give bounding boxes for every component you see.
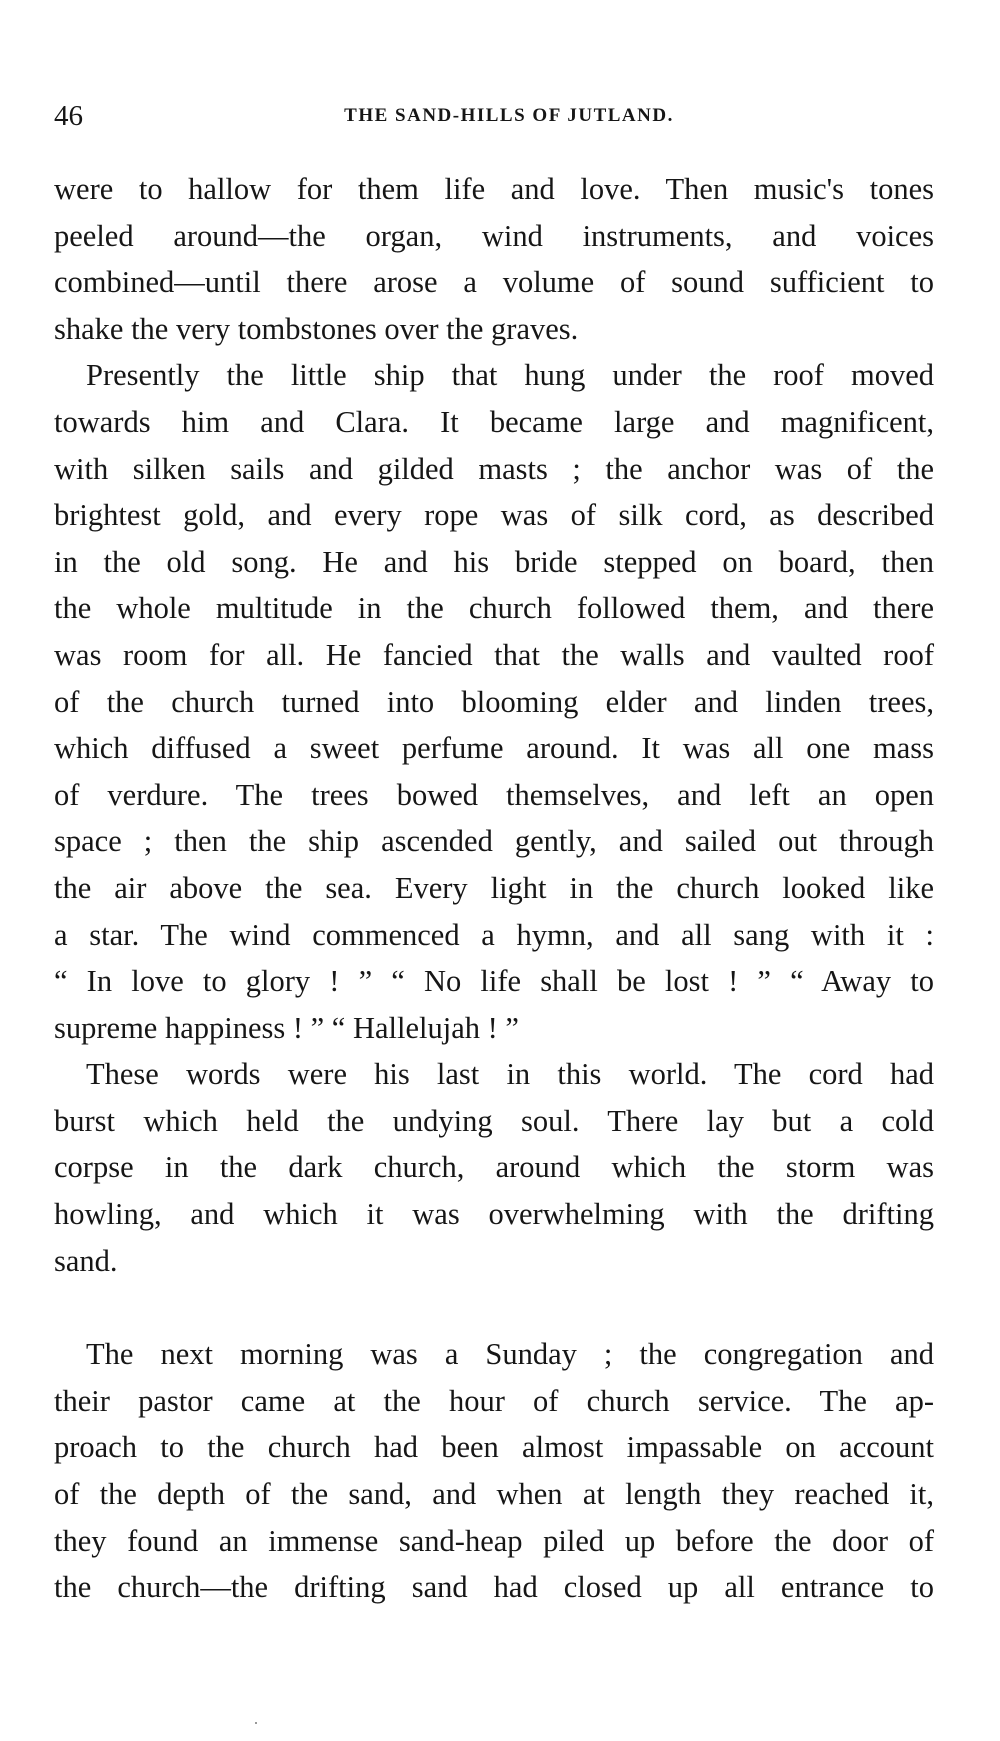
text-line: The next morning was a Sunday ; the congregation and xyxy=(86,1337,934,1372)
text-line: of verdure. The trees bowed themselves, and left an open xyxy=(54,777,934,812)
text-line: in the old song. He and his bride stepped on board, then xyxy=(54,544,934,579)
page-number: 46 xyxy=(54,100,83,132)
running-title: THE SAND-HILLS OF JUTLAND. xyxy=(344,105,674,126)
text-line: howling, and which it was overwhelming with the drifting xyxy=(54,1197,934,1232)
text-line: proach to the church had been almost impassable on account xyxy=(54,1430,934,1465)
text-line: the air above the sea. Every light in the church looked like xyxy=(54,870,934,905)
paragraph-1 xyxy=(54,166,934,352)
text-line: These words were his last in this world. The cord had xyxy=(86,1057,934,1092)
body-text xyxy=(54,166,934,1611)
paragraph-2 xyxy=(54,352,934,1051)
text-line: with silken sails and gilded masts ; the anchor was of the xyxy=(54,451,934,486)
text-line: they found an immense sand-heap piled up before the door of xyxy=(54,1523,934,1558)
text-line: corpse in the dark church, around which the storm was xyxy=(54,1150,934,1185)
text-line: “ In love to glory ! ” “ No life shall be lost ! ” “ Away to xyxy=(54,964,934,999)
text-line: burst which held the undying soul. There lay but a cold xyxy=(54,1103,934,1138)
running-header xyxy=(54,96,934,136)
print-speck xyxy=(255,1722,257,1724)
text-line: was room for all. He fancied that the walls and vaulted roof xyxy=(54,637,934,672)
text-line: brightest gold, and every rope was of silk cord, as described xyxy=(54,498,934,533)
text-line: combined—until there arose a volume of sound sufficient to xyxy=(54,265,934,300)
text-line: of the depth of the sand, and when at length they reached it, xyxy=(54,1477,934,1512)
paragraph-4 xyxy=(54,1331,934,1611)
text-line: were to hallow for them life and love. Then music's tones xyxy=(54,172,934,206)
text-line: supreme happiness ! ” “ Hallelujah ! ” xyxy=(54,1010,519,1045)
text-line: shake the very tombstones over the graves. xyxy=(54,311,579,346)
text-line: the whole multitude in the church followed them, and there xyxy=(54,591,934,626)
text-line: of the church turned into blooming elder and linden trees, xyxy=(54,684,934,719)
text-line: a star. The wind commenced a hymn, and all sang with it : xyxy=(54,917,934,952)
text-line: peeled around—the organ, wind instruments, and voices xyxy=(54,218,934,253)
text-line: sand. xyxy=(54,1243,118,1278)
text-line: their pastor came at the hour of church service. The ap- xyxy=(54,1383,934,1418)
text-line: Presently the little ship that hung under the roof moved xyxy=(86,358,934,393)
text-line: space ; then the ship ascended gently, and sailed out through xyxy=(54,824,934,859)
paragraph-3 xyxy=(54,1051,934,1284)
text-line: towards him and Clara. It became large and magnificent, xyxy=(54,404,934,439)
text-line: the church—the drifting sand had closed up all entrance to xyxy=(54,1570,934,1605)
text-line: which diffused a sweet perfume around. It was all one mass xyxy=(54,731,934,766)
section-break xyxy=(54,1284,934,1331)
